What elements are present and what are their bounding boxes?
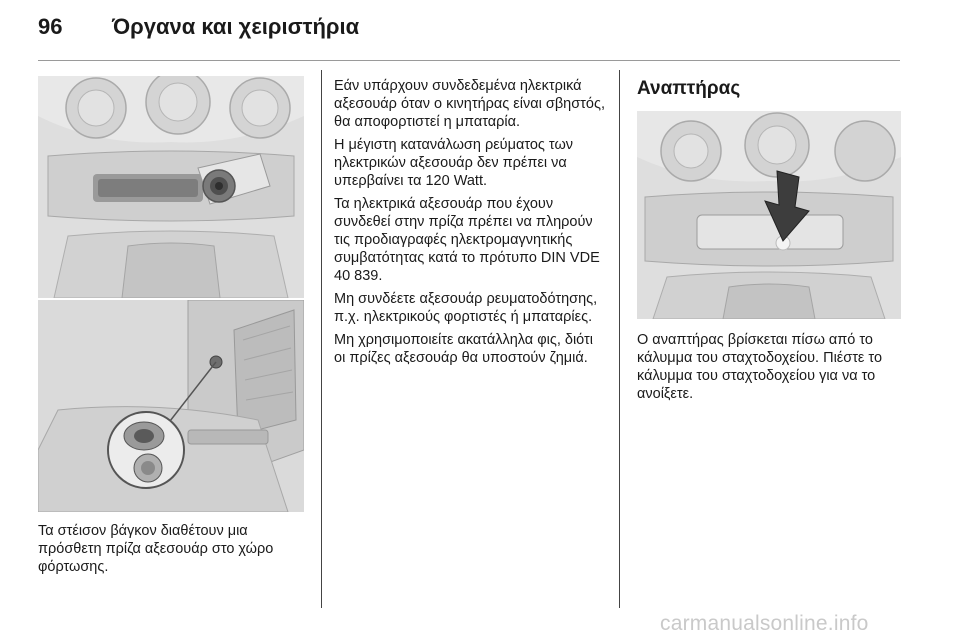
console-socket-illustration — [38, 76, 304, 298]
cargo-socket-drawing — [38, 300, 304, 512]
column-divider-1 — [321, 70, 322, 608]
paragraph-no-chargers: Μη συνδέετε αξεσουάρ ρευματοδότησης, π.χ. ηλεκτρικούς φορτιστές ή μπαταρίες. — [334, 291, 598, 325]
column-divider-2 — [619, 70, 620, 608]
paragraph-max-power: Η μέγιστη κατανάλωση ρεύματος των ηλεκτρικών αξεσουάρ δεν πρέπει να υπερβαίνει τα 120 Watt. — [334, 137, 574, 189]
paragraph-emc-standard: Τα ηλεκτρικά αξεσουάρ που έχουν συνδεθεί στην πρίζα πρέπει να πληρούν τις προδιαγραφές ηλεκτρομαγνητικής συμβατότητας κατά το πρότυπο DIN VDE 40 839. — [334, 196, 600, 284]
lighter-drawing — [637, 111, 901, 319]
cargo-socket-illustration — [38, 300, 304, 512]
lighter-section-heading: Αναπτήρας — [637, 78, 741, 99]
paragraph-battery-warning: Εάν υπάρχουν συνδεδεμένα ηλεκτρικά αξεσουάρ όταν ο κινητήρας είναι σβηστός, θα αποφορτιστεί η μπαταρία. — [334, 78, 605, 130]
column-2-text — [334, 77, 606, 372]
console-socket-drawing — [38, 76, 304, 298]
lighter-illustration — [637, 111, 901, 319]
page-title: Όργανα και χειριστήρια — [112, 14, 360, 39]
footer-watermark: carmanualsonline.info — [660, 612, 869, 635]
page-header — [38, 14, 359, 50]
lighter-description: Ο αναπτήρας βρίσκεται πίσω από το κάλυμμα του σταχτοδοχείου. Πιέστε το κάλυμμα του σταχτοδοχείου για να το ανοίξετε. — [637, 332, 883, 402]
page-number: 96 — [38, 14, 63, 39]
header-divider — [38, 60, 900, 61]
cargo-socket-caption: Τα στέισον βάγκον διαθέτουν μια πρόσθετη πρίζα αξεσουάρ στο χώρο φόρτωσης. — [38, 523, 274, 575]
paragraph-unsuitable-plugs: Μη χρησιμοποιείτε ακατάλληλα φις, διότι οι πρίζες αξεσουάρ θα υποστούν ζημιά. — [334, 332, 593, 366]
